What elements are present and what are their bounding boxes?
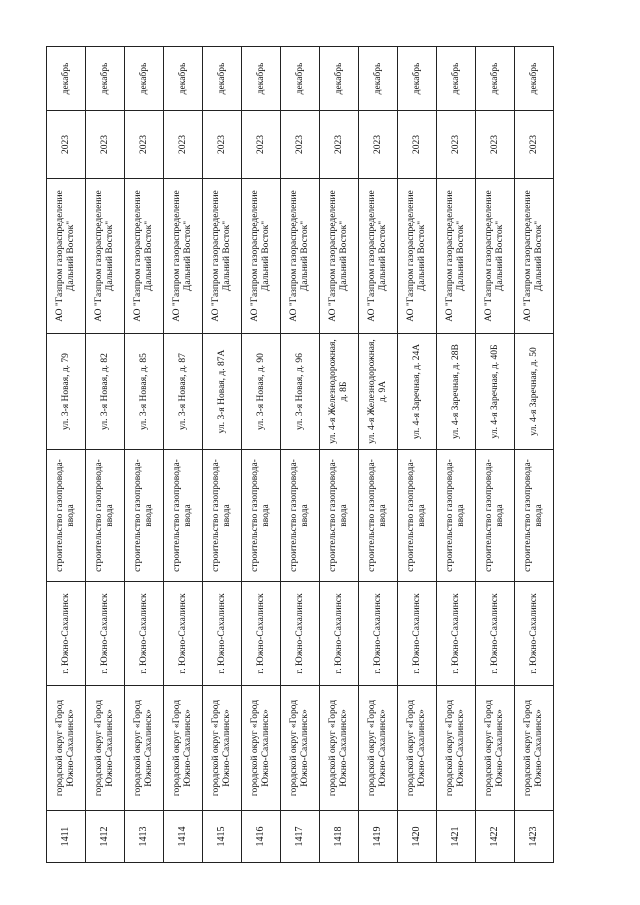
address-cell: ул. 4-я Заречная, д. 24А	[398, 334, 437, 450]
city-cell: г. Южно-Сахалинск	[359, 582, 398, 686]
work-type-cell: строительство газопровода-ввода	[437, 450, 476, 582]
municipality-cell: городской округ «Город Южно-Сахалинск»	[242, 686, 281, 811]
year-cell: 2023	[242, 111, 281, 179]
table-row	[359, 47, 398, 863]
table-row	[47, 47, 86, 863]
row-number-cell: 1416	[242, 811, 281, 863]
city-cell: г. Южно-Сахалинск	[203, 582, 242, 686]
city-cell: г. Южно-Сахалинск	[281, 582, 320, 686]
year-cell: 2023	[437, 111, 476, 179]
municipality-cell: городской округ «Город Южно-Сахалинск»	[515, 686, 554, 811]
municipality-cell: городской округ «Город Южно-Сахалинск»	[320, 686, 359, 811]
work-type-cell: строительство газопровода-ввода	[515, 450, 554, 582]
work-type-cell: строительство газопровода-ввода	[320, 450, 359, 582]
table-row	[164, 47, 203, 863]
work-type-cell: строительство газопровода-ввода	[203, 450, 242, 582]
year-cell: 2023	[164, 111, 203, 179]
row-number-cell: 1418	[320, 811, 359, 863]
table-row	[281, 47, 320, 863]
municipality-cell: городской округ «Город Южно-Сахалинск»	[437, 686, 476, 811]
organization-cell: АО "Газпром газораспределение Дальний Восток"	[125, 179, 164, 334]
year-cell: 2023	[281, 111, 320, 179]
city-cell: г. Южно-Сахалинск	[398, 582, 437, 686]
year-cell: 2023	[203, 111, 242, 179]
organization-cell: АО "Газпром газораспределение Дальний Восток"	[476, 179, 515, 334]
row-number-cell: 1413	[125, 811, 164, 863]
rotated-table-wrapper	[46, 47, 553, 863]
address-cell: ул. 4-я Заречная, д. 50	[515, 334, 554, 450]
city-cell: г. Южно-Сахалинск	[242, 582, 281, 686]
year-cell: 2023	[47, 111, 86, 179]
month-cell: декабрь	[47, 47, 86, 111]
municipality-cell: городской округ «Город Южно-Сахалинск»	[476, 686, 515, 811]
municipality-cell: городской округ «Город Южно-Сахалинск»	[359, 686, 398, 811]
address-cell: ул. 4-я Заречная, д. 40Б	[476, 334, 515, 450]
row-number-cell: 1411	[47, 811, 86, 863]
gas-works-table	[46, 46, 554, 863]
year-cell: 2023	[86, 111, 125, 179]
address-cell: ул. 3-я Новая, д. 79	[47, 334, 86, 450]
row-number-cell: 1415	[203, 811, 242, 863]
table-row	[203, 47, 242, 863]
address-cell: ул. 3-я Новая, д. 87А	[203, 334, 242, 450]
municipality-cell: городской округ «Город Южно-Сахалинск»	[281, 686, 320, 811]
table-row	[86, 47, 125, 863]
municipality-cell: городской округ «Город Южно-Сахалинск»	[203, 686, 242, 811]
municipality-cell: городской округ «Город Южно-Сахалинск»	[398, 686, 437, 811]
month-cell: декабрь	[437, 47, 476, 111]
row-number-cell: 1422	[476, 811, 515, 863]
work-type-cell: строительство газопровода-ввода	[47, 450, 86, 582]
address-cell: ул. 4-я Заречная, д. 28В	[437, 334, 476, 450]
month-cell: декабрь	[242, 47, 281, 111]
work-type-cell: строительство газопровода-ввода	[242, 450, 281, 582]
organization-cell: АО "Газпром газораспределение Дальний Восток"	[203, 179, 242, 334]
city-cell: г. Южно-Сахалинск	[437, 582, 476, 686]
municipality-cell: городской округ «Город Южно-Сахалинск»	[164, 686, 203, 811]
address-cell: ул. 4-я Железнодорожная, д. 9А	[359, 334, 398, 450]
organization-cell: АО "Газпром газораспределение Дальний Восток"	[164, 179, 203, 334]
table-row	[398, 47, 437, 863]
month-cell: декабрь	[86, 47, 125, 111]
table-row	[476, 47, 515, 863]
row-number-cell: 1417	[281, 811, 320, 863]
table-row	[515, 47, 554, 863]
table-row	[125, 47, 164, 863]
city-cell: г. Южно-Сахалинск	[86, 582, 125, 686]
work-type-cell: строительство газопровода-ввода	[398, 450, 437, 582]
month-cell: декабрь	[476, 47, 515, 111]
year-cell: 2023	[359, 111, 398, 179]
work-type-cell: строительство газопровода-ввода	[476, 450, 515, 582]
address-cell: ул. 4-я Железнодорожная, д. 8Б	[320, 334, 359, 450]
organization-cell: АО "Газпром газораспределение Дальний Восток"	[281, 179, 320, 334]
city-cell: г. Южно-Сахалинск	[515, 582, 554, 686]
work-type-cell: строительство газопровода-ввода	[164, 450, 203, 582]
organization-cell: АО "Газпром газораспределение Дальний Восток"	[359, 179, 398, 334]
address-cell: ул. 3-я Новая, д. 82	[86, 334, 125, 450]
month-cell: декабрь	[320, 47, 359, 111]
address-cell: ул. 3-я Новая, д. 85	[125, 334, 164, 450]
city-cell: г. Южно-Сахалинск	[47, 582, 86, 686]
work-type-cell: строительство газопровода-ввода	[359, 450, 398, 582]
organization-cell: АО "Газпром газораспределение Дальний Восток"	[398, 179, 437, 334]
table-row	[242, 47, 281, 863]
work-type-cell: строительство газопровода-ввода	[281, 450, 320, 582]
organization-cell: АО "Газпром газораспределение Дальний Восток"	[86, 179, 125, 334]
address-cell: ул. 3-я Новая, д. 96	[281, 334, 320, 450]
organization-cell: АО "Газпром газораспределение Дальний Восток"	[320, 179, 359, 334]
year-cell: 2023	[125, 111, 164, 179]
month-cell: декабрь	[398, 47, 437, 111]
month-cell: декабрь	[281, 47, 320, 111]
work-type-cell: строительство газопровода-ввода	[125, 450, 164, 582]
organization-cell: АО "Газпром газораспределение Дальний Восток"	[47, 179, 86, 334]
municipality-cell: городской округ «Город Южно-Сахалинск»	[47, 686, 86, 811]
row-number-cell: 1423	[515, 811, 554, 863]
year-cell: 2023	[515, 111, 554, 179]
row-number-cell: 1420	[398, 811, 437, 863]
row-number-cell: 1414	[164, 811, 203, 863]
table-row	[437, 47, 476, 863]
organization-cell: АО "Газпром газораспределение Дальний Восток"	[515, 179, 554, 334]
table-row	[320, 47, 359, 863]
row-number-cell: 1421	[437, 811, 476, 863]
city-cell: г. Южно-Сахалинск	[476, 582, 515, 686]
month-cell: декабрь	[125, 47, 164, 111]
municipality-cell: городской округ «Город Южно-Сахалинск»	[86, 686, 125, 811]
row-number-cell: 1419	[359, 811, 398, 863]
address-cell: ул. 3-я Новая, д. 87	[164, 334, 203, 450]
work-type-cell: строительство газопровода-ввода	[86, 450, 125, 582]
municipality-cell: городской округ «Город Южно-Сахалинск»	[125, 686, 164, 811]
organization-cell: АО "Газпром газораспределение Дальний Восток"	[242, 179, 281, 334]
address-cell: ул. 3-я Новая, д. 90	[242, 334, 281, 450]
month-cell: декабрь	[359, 47, 398, 111]
city-cell: г. Южно-Сахалинск	[320, 582, 359, 686]
month-cell: декабрь	[164, 47, 203, 111]
city-cell: г. Южно-Сахалинск	[164, 582, 203, 686]
city-cell: г. Южно-Сахалинск	[125, 582, 164, 686]
organization-cell: АО "Газпром газораспределение Дальний Восток"	[437, 179, 476, 334]
month-cell: декабрь	[515, 47, 554, 111]
year-cell: 2023	[476, 111, 515, 179]
year-cell: 2023	[398, 111, 437, 179]
row-number-cell: 1412	[86, 811, 125, 863]
year-cell: 2023	[320, 111, 359, 179]
month-cell: декабрь	[203, 47, 242, 111]
table-body	[47, 47, 554, 863]
